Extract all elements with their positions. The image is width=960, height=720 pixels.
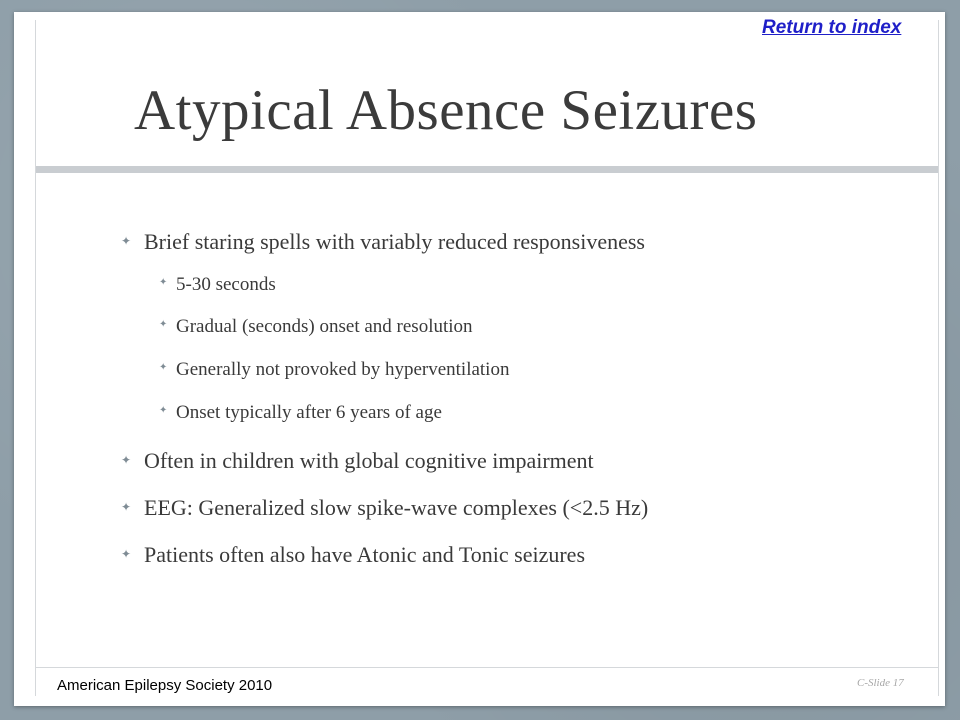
bullet-text: Patients often also have Atonic and Tonic seizures (144, 542, 585, 567)
title-divider (36, 166, 938, 173)
diamond-bullet-icon: ✦ (121, 500, 132, 514)
bullet-text: Often in children with global cognitive impairment (144, 448, 594, 473)
diamond-bullet-icon: ✦ (159, 405, 168, 416)
footer-source-text: American Epilepsy Society 2010 (57, 677, 273, 694)
bullet-item (121, 495, 649, 521)
sub-bullet-item (159, 274, 276, 296)
diamond-bullet-icon: ✦ (159, 362, 168, 373)
diamond-bullet-icon: ✦ (121, 453, 132, 467)
slide-number: C-Slide 17 (857, 677, 904, 689)
bullet-text: Gradual (seconds) onset and resolution (176, 316, 473, 337)
bullet-text: 5-30 seconds (176, 274, 276, 295)
bullet-text: Onset typically after 6 years of age (176, 402, 442, 423)
bullet-item (121, 448, 594, 474)
sub-bullet-item (159, 316, 473, 338)
sub-bullet-item (159, 402, 442, 424)
slide (14, 12, 945, 706)
diamond-bullet-icon: ✦ (121, 234, 132, 248)
diamond-bullet-icon: ✦ (121, 547, 132, 561)
bullet-item (121, 229, 645, 255)
diamond-bullet-icon: ✦ (159, 319, 168, 330)
diamond-bullet-icon: ✦ (159, 277, 168, 288)
bullet-item (121, 542, 585, 568)
bullet-text: Brief staring spells with variably reduced responsiveness (144, 229, 645, 254)
bullet-text: Generally not provoked by hyperventilation (176, 359, 510, 380)
slide-title: Atypical Absence Seizures (134, 79, 758, 142)
footer-divider (36, 667, 938, 668)
sub-bullet-item (159, 359, 510, 381)
bullet-text: EEG: Generalized slow spike-wave complexes (<2.5 Hz) (144, 495, 649, 520)
return-to-index-link[interactable]: Return to index (762, 17, 902, 38)
